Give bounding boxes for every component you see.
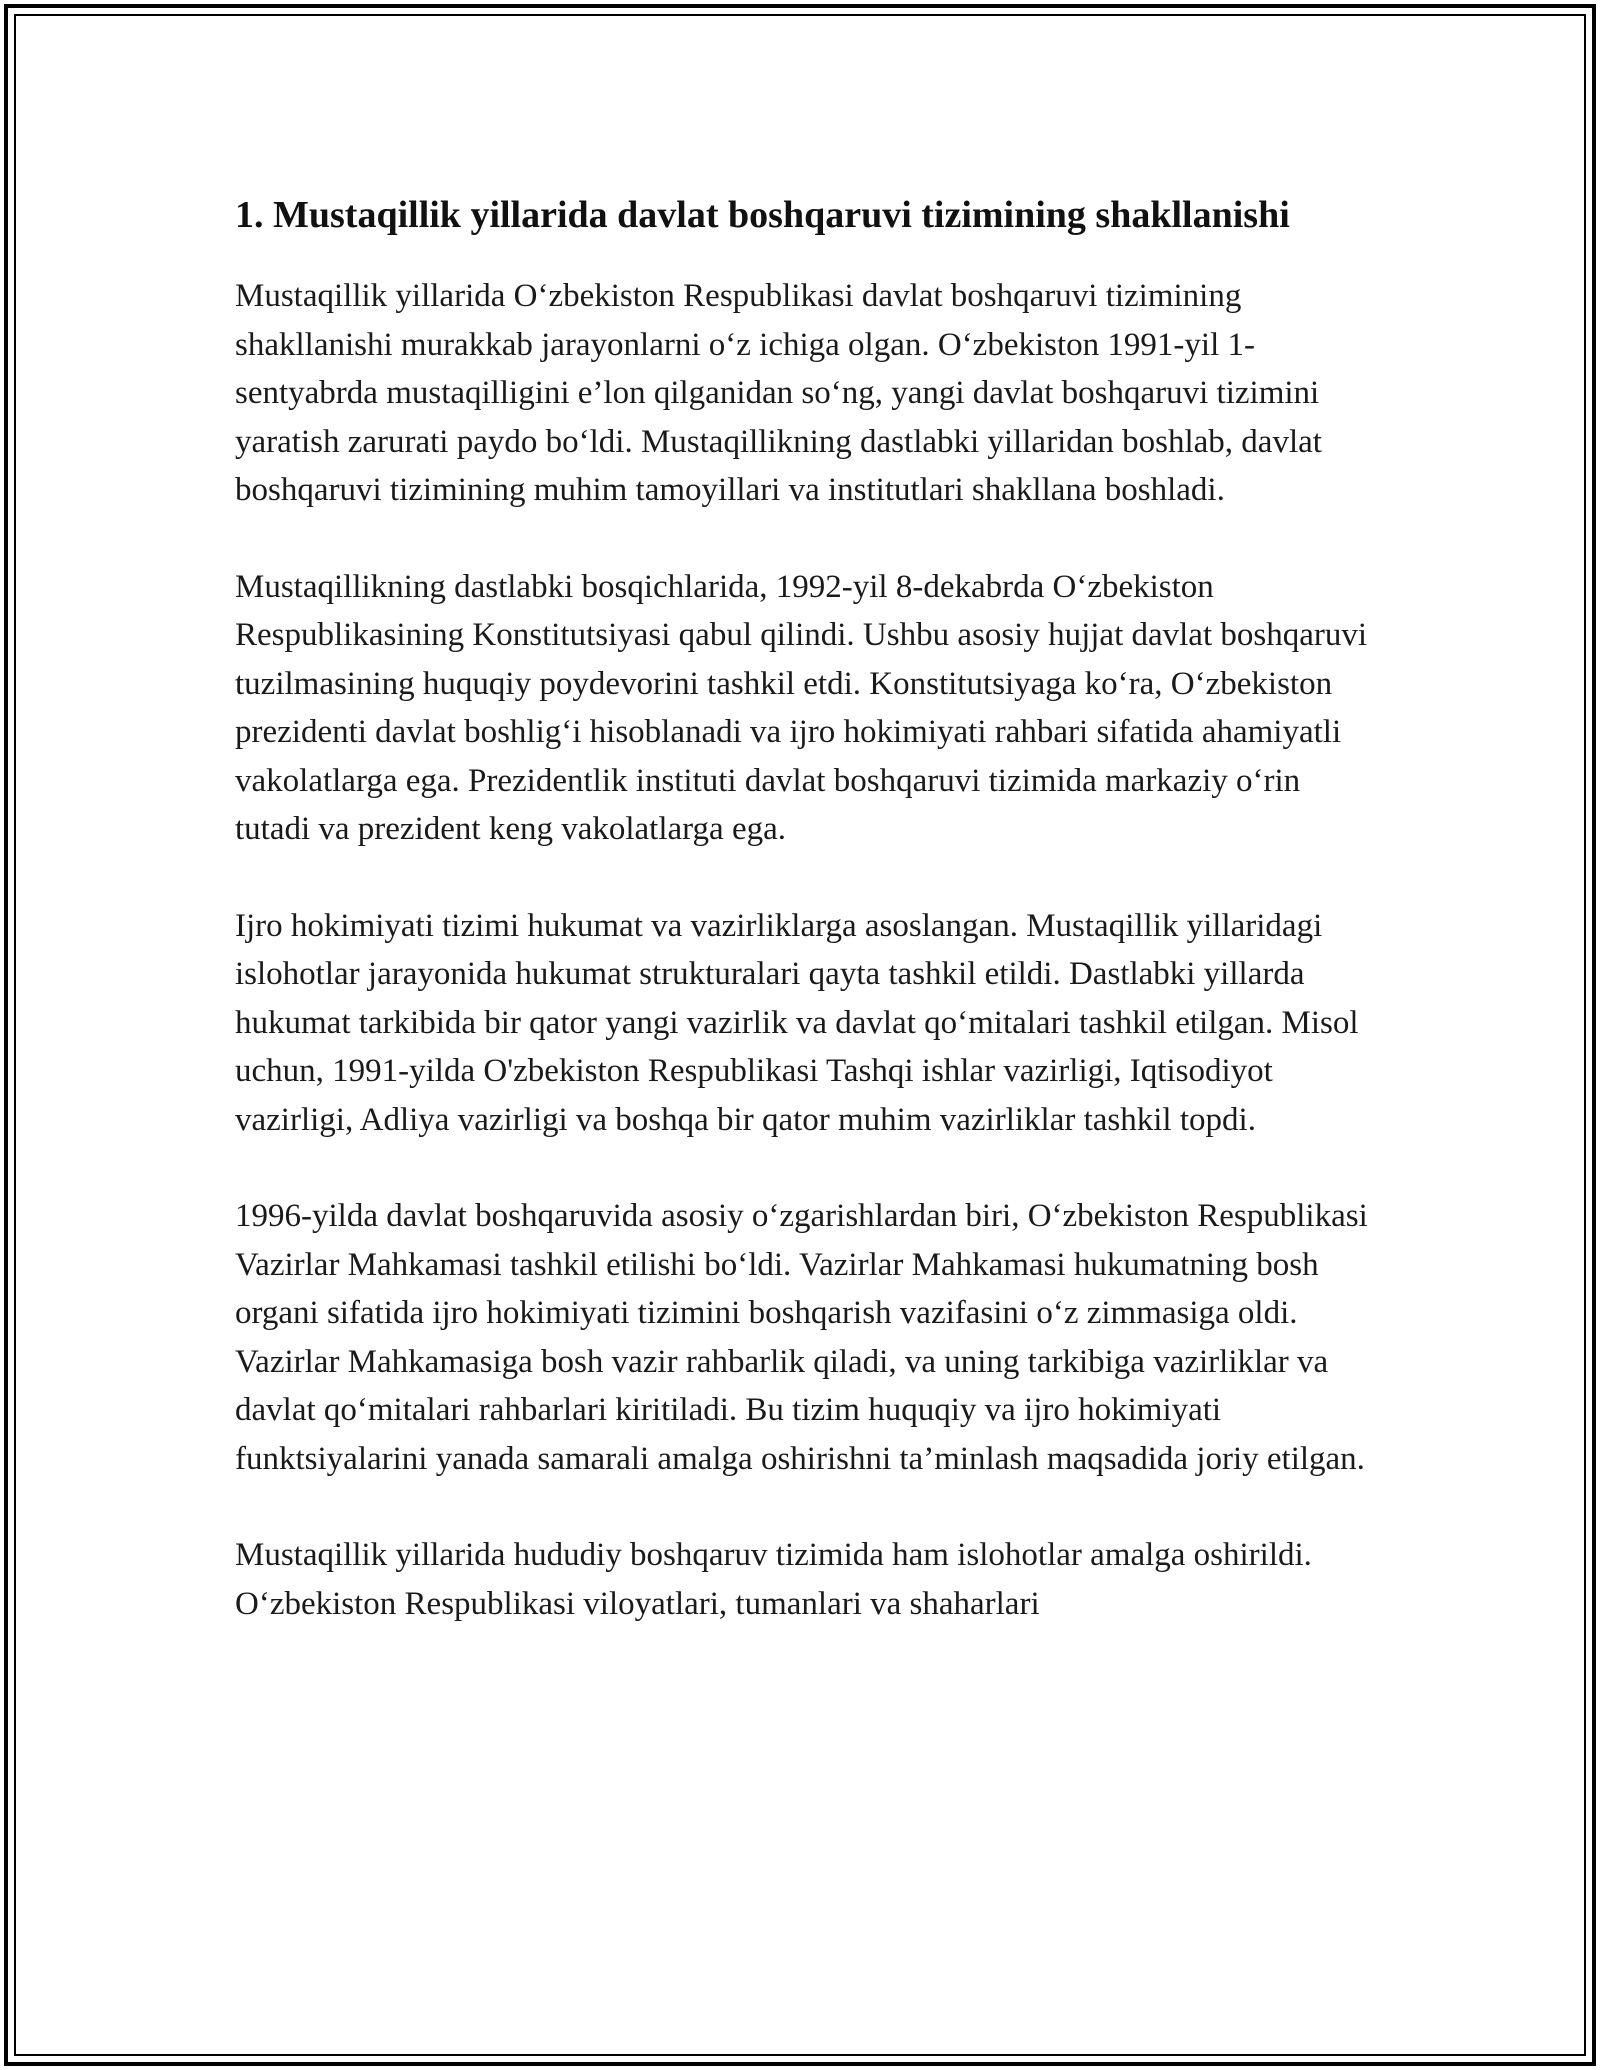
paragraph-2: Mustaqillikning dastlabki bosqichlarida, 1992-yil 8-dekabrda O‘zbekiston Respublikasining Konstitutsiyasi qabul qilindi. Ushbu asosiy hujjat davlat boshqaruvi tuzilmasining huquqiy poydevorini tashkil etdi. Konstitutsiyaga ko‘ra, O‘zbekiston prezidenti davlat boshlig‘i hisoblanadi va ijro hokimiyati rahbari sifatida ahamiyatli vakolatlarga ega. Prezidentlik instituti davlat boshqaruvi tizimida markaziy o‘rin tutadi va prezident keng vakolatlarga ega. (235, 568, 1368, 847)
document-body (235, 188, 1380, 1676)
paragraph-1: Mustaqillik yillarida O‘zbekiston Respublikasi davlat boshqaruvi tizimining shakllanishi murakkab jarayonlarni o‘z ichiga olgan. O‘zbekiston 1991-yil 1-sentyabrda mustaqilligini e’lon qilganidan so‘ng, yangi davlat boshqaruvi tizimini yaratish zarurati paydo bo‘ldi. Mustaqillikning dastlabki yillaridan boshlab, davlat boshqaruvi tizimining muhim tamoyillari va institutlari shakllana boshladi. (235, 278, 1322, 508)
section-heading: 1. Mustaqillik yillarida davlat boshqaruvi tizimining shakllanishi (235, 194, 1290, 236)
paragraph-5: Mustaqillik yillarida hududiy boshqaruv tizimida ham islohotlar amalga oshirildi. O‘zbekiston Respublikasi viloyatlari, tumanlari va shaharlari (235, 1537, 1312, 1622)
paragraph-3: Ijro hokimiyati tizimi hukumat va vazirliklarga asoslangan. Mustaqillik yillaridagi islohotlar jarayonida hukumat strukturalari qayta tashkil etildi. Dastlabki yillarda hukumat tarkibida bir qator yangi vazirlik va davlat qo‘mitalari tashkil etilgan. Misol uchun, 1991-yilda O'zbekiston Respublikasi Tashqi ishlar vazirligi, Iqtisodiyot vazirligi, Adliya vazirligi va boshqa bir qator muhim vazirliklar tashkil topdi. (235, 907, 1359, 1138)
paragraph-4: 1996-yilda davlat boshqaruvida asosiy o‘zgarishlardan biri, O‘zbekiston Respublikasi Vazirlar Mahkamasi tashkil etilishi bo‘ldi. Vazirlar Mahkamasi hukumatning bosh organi sifatida ijro hokimiyati tizimini boshqarish vazifasini o‘z zimmasiga oldi. Vazirlar Mahkamasiga bosh vazir rahbarlik qiladi, va uning tarkibiga vazirliklar va davlat qo‘mitalari rahbarlari kiritiladi. Bu tizim huquqiy va ijro hokimiyati funktsiyalarini yanada samarali amalga oshirishni ta’minlash maqsadida joriy etilgan. (235, 1198, 1368, 1477)
